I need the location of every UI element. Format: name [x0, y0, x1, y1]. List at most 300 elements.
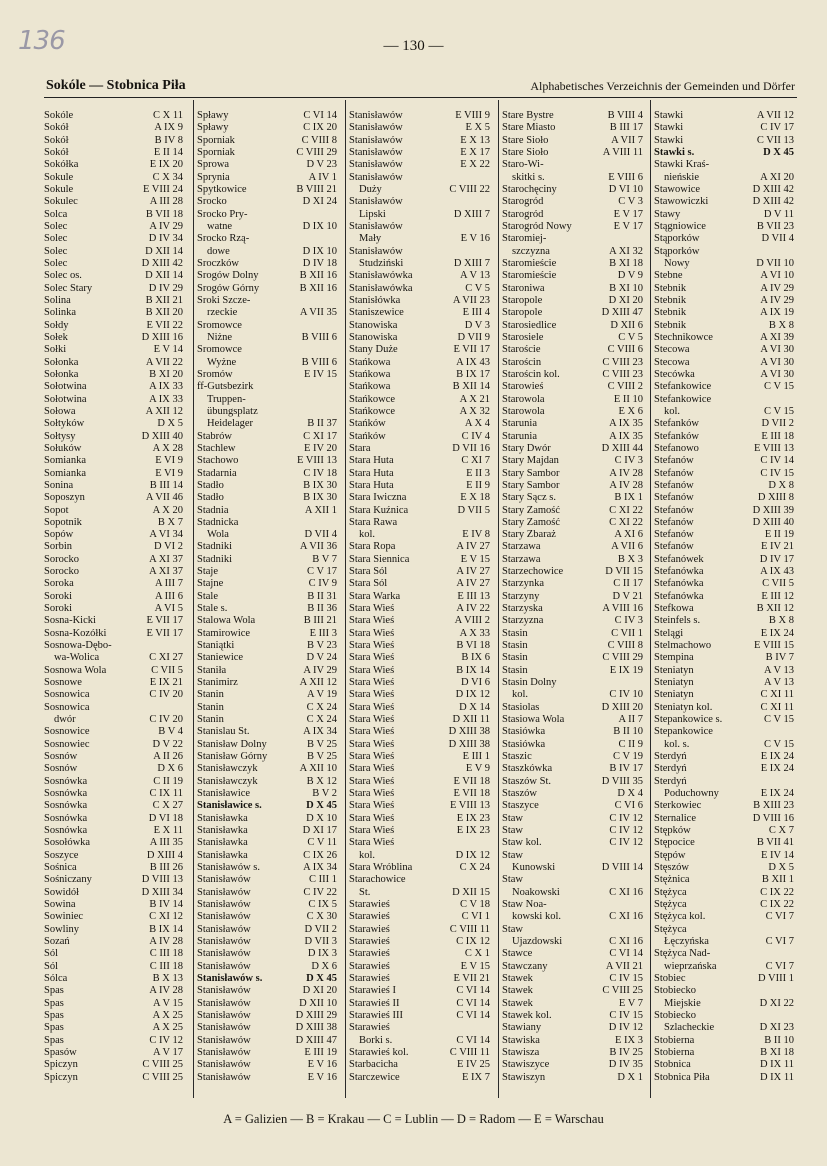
index-entry	[44, 973, 185, 985]
index-entry	[654, 566, 796, 578]
map-reference: B X 12	[306, 775, 337, 787]
handwritten-page-note: 136	[18, 26, 65, 56]
place-name: Sterkowiec	[654, 800, 702, 812]
header-rule	[44, 97, 797, 98]
index-entry	[654, 431, 796, 443]
place-name: Starunia	[502, 430, 537, 442]
place-name: Stara Wieś	[349, 788, 395, 800]
map-reference: C XI 11	[760, 701, 794, 713]
place-name: Stężyca Nad-	[654, 948, 711, 960]
map-reference: D XIII 42	[752, 183, 794, 195]
place-name: Sokół	[44, 122, 69, 134]
place-name: Stanin	[197, 714, 224, 726]
index-entry	[502, 233, 645, 245]
place-name: Soroki	[44, 590, 73, 602]
map-reference: A II 7	[618, 714, 643, 726]
place-name: Stanin	[197, 689, 224, 701]
map-reference: C IV 12	[609, 837, 643, 849]
place-name: Stawek	[502, 985, 533, 997]
map-reference: D X 45	[306, 972, 337, 984]
map-reference	[337, 381, 339, 393]
index-entry	[44, 985, 185, 997]
index-column-5	[654, 110, 796, 1100]
index-entry	[197, 813, 339, 825]
index-entry	[349, 998, 492, 1010]
map-reference: B XI 10	[609, 282, 643, 294]
index-entry	[502, 751, 645, 763]
index-entry	[197, 837, 339, 849]
map-reference: C XI 16	[609, 886, 643, 898]
place-name: Stanin	[197, 701, 224, 713]
map-reference: D XIII 34	[141, 886, 183, 898]
index-entry	[349, 603, 492, 615]
index-entry	[654, 270, 796, 282]
place-name: Spas	[44, 997, 64, 1009]
map-reference: D XIII 8	[757, 492, 794, 504]
map-reference: E VIII 15	[753, 640, 794, 652]
map-reference: B X 8	[768, 615, 794, 627]
map-reference: D V 24	[306, 652, 337, 664]
index-entry	[349, 455, 492, 467]
index-entry	[44, 196, 185, 208]
place-name: Stanisławka	[197, 837, 248, 849]
index-entry	[197, 110, 339, 122]
map-reference	[794, 726, 796, 738]
index-entry	[197, 554, 339, 566]
place-name: kol.	[359, 529, 376, 541]
place-name: Staniszewice	[349, 307, 404, 319]
map-reference: C X 1	[464, 948, 490, 960]
index-entry	[502, 246, 645, 258]
place-name: Stecowa	[654, 344, 690, 356]
index-entry	[349, 209, 492, 221]
index-entry	[654, 541, 796, 553]
index-entry	[349, 640, 492, 652]
index-entry	[349, 702, 492, 714]
place-name: Stara Wieś	[349, 627, 395, 639]
index-entry	[654, 517, 796, 529]
place-name: Niżne	[207, 331, 233, 343]
index-entry	[197, 1072, 339, 1084]
map-reference: D XIII 7	[453, 208, 490, 220]
place-name: Stężnica	[654, 874, 690, 886]
map-reference: A X 33	[459, 627, 490, 639]
place-name: Stanisławów	[197, 960, 251, 972]
index-entry	[654, 505, 796, 517]
place-name: St.	[359, 886, 371, 898]
index-entry	[654, 443, 796, 455]
index-entry	[502, 381, 645, 393]
index-entry	[502, 418, 645, 430]
index-entry	[502, 862, 645, 874]
map-reference: D IV 34	[148, 233, 183, 245]
place-name: Staje	[197, 566, 218, 578]
place-name: Starawieś I	[349, 985, 396, 997]
place-name: Stasiowa Wola	[502, 714, 565, 726]
map-reference: E V 16	[307, 1071, 337, 1083]
map-reference	[794, 985, 796, 997]
map-reference: C V 11	[307, 837, 337, 849]
map-reference: C V 5	[465, 282, 490, 294]
map-reference: B X 13	[152, 972, 183, 984]
index-entry	[502, 578, 645, 590]
place-name: Staw kol.	[502, 837, 542, 849]
place-name: Staw	[502, 812, 523, 824]
map-reference: D X 45	[763, 146, 794, 158]
place-name: Solina	[44, 294, 71, 306]
map-reference: D X 6	[311, 960, 337, 972]
place-name: Stary Zbaraż	[502, 529, 556, 541]
index-entry	[349, 788, 492, 800]
index-entry	[44, 628, 185, 640]
index-entry	[349, 431, 492, 443]
map-reference: A IV 29	[303, 664, 337, 676]
place-name: Stefanów	[654, 455, 694, 467]
place-name: Stanisławka	[197, 812, 248, 824]
index-entry	[349, 196, 492, 208]
place-name: Sól	[44, 960, 59, 972]
place-name: Sokulec	[44, 196, 78, 208]
place-name: Starzyzna	[502, 615, 544, 627]
place-name: Sroczków	[197, 257, 239, 269]
index-entry	[654, 233, 796, 245]
map-reference: A VI 10	[760, 270, 794, 282]
index-entry	[197, 1035, 339, 1047]
place-name: rzeckie	[207, 307, 238, 319]
index-entry	[349, 270, 492, 282]
map-reference: C IV 12	[149, 1034, 183, 1046]
place-name: Stebnik	[654, 282, 687, 294]
index-entry	[654, 295, 796, 307]
index-entry	[349, 874, 492, 886]
index-entry	[502, 270, 645, 282]
index-entry	[44, 677, 185, 689]
map-reference: B VIII 6	[301, 331, 337, 343]
map-reference	[183, 702, 185, 714]
map-reference: A VII 12	[756, 110, 794, 121]
map-reference: B V 23	[307, 640, 337, 652]
map-reference: B XI 20	[149, 368, 183, 380]
index-entry	[197, 1059, 339, 1071]
place-name: Ujazdowski	[512, 935, 563, 947]
place-name: Stara Wieś	[349, 812, 395, 824]
index-entry	[44, 431, 185, 443]
place-name: Sopotnik	[44, 516, 82, 528]
index-entry	[654, 800, 796, 812]
place-name: Stawce	[502, 948, 533, 960]
index-entry	[44, 122, 185, 134]
index-entry	[349, 480, 492, 492]
index-entry	[349, 418, 492, 430]
map-reference: A XII 10	[299, 763, 337, 775]
map-reference: C VI 14	[609, 948, 643, 960]
place-name: Staw Noa-	[502, 899, 547, 910]
place-name: Starzyska	[502, 603, 543, 615]
place-name: Stanisławów	[197, 997, 251, 1009]
index-entry	[654, 911, 796, 923]
place-name: Stanisławów	[197, 1059, 251, 1071]
index-entry	[654, 209, 796, 221]
index-entry	[44, 480, 185, 492]
map-reference: B VII 18	[145, 208, 183, 220]
place-name: Stadło	[197, 479, 224, 491]
map-reference: D VII 3	[304, 935, 337, 947]
map-reference: E IX 24	[760, 788, 794, 800]
place-name: Staniła	[197, 664, 227, 676]
map-reference	[490, 221, 492, 233]
place-name: Starawieś	[349, 911, 390, 923]
place-name: Starbacicha	[349, 1059, 398, 1071]
index-entry	[44, 887, 185, 899]
map-reference: D XIII 47	[295, 1034, 337, 1046]
map-reference: D VI 10	[608, 183, 643, 195]
index-entry	[349, 763, 492, 775]
index-entry	[44, 505, 185, 517]
index-entry	[502, 295, 645, 307]
map-reference: C VI 1	[461, 911, 490, 923]
index-column-3	[349, 110, 492, 1100]
index-entry	[502, 603, 645, 615]
place-name: Stara Wieś	[349, 640, 395, 652]
index-entry	[654, 418, 796, 430]
map-reference: E V 16	[460, 233, 490, 245]
place-name: Solec	[44, 245, 68, 257]
map-reference: C XI 12	[149, 911, 183, 923]
map-reference: C IV 14	[760, 455, 794, 467]
index-entry	[502, 1022, 645, 1034]
index-entry	[349, 652, 492, 664]
map-reference: E IX 7	[462, 1071, 490, 1083]
index-entry	[654, 258, 796, 270]
index-entry	[44, 739, 185, 751]
index-entry	[349, 554, 492, 566]
index-entry	[197, 270, 339, 282]
place-name: Stańkowce	[349, 405, 396, 417]
map-reference: A IX 19	[760, 307, 794, 319]
map-reference	[794, 948, 796, 960]
map-reference: E X 11	[153, 825, 183, 837]
map-reference: D VII 4	[761, 233, 794, 245]
place-name: Solca	[44, 208, 68, 220]
index-entry	[197, 985, 339, 997]
index-entry	[197, 887, 339, 899]
place-name: Somianka	[44, 455, 86, 467]
index-entry	[502, 837, 645, 849]
place-name: Stanisławka	[197, 825, 248, 837]
index-entry	[502, 714, 645, 726]
map-reference: D XIII 39	[752, 504, 794, 516]
map-reference: E X 18	[460, 492, 490, 504]
place-name: Stanowiska	[349, 331, 398, 343]
place-name: Kunowski	[512, 862, 556, 874]
place-name: Stebne	[654, 270, 683, 282]
map-reference: A III 35	[149, 837, 183, 849]
index-entry	[502, 973, 645, 985]
place-name: Stefanów	[654, 492, 694, 504]
index-entry	[349, 948, 492, 960]
map-reference: C X 34	[152, 171, 183, 183]
place-name: Starowola	[502, 405, 545, 417]
map-reference: D IX 11	[759, 1059, 794, 1071]
index-entry	[654, 332, 796, 344]
map-reference	[490, 874, 492, 886]
place-name: Studziński	[359, 257, 404, 269]
place-name: Sosnówka	[44, 812, 88, 824]
place-name: Stadło	[197, 492, 224, 504]
map-reference: B V 4	[158, 726, 183, 738]
map-reference: E IX 21	[149, 677, 183, 689]
map-reference: C VII 5	[762, 578, 794, 590]
index-entry	[197, 566, 339, 578]
index-entry	[654, 862, 796, 874]
map-reference: B V 2	[312, 788, 337, 800]
place-name: Stecówka	[654, 368, 695, 380]
map-reference: E VII 17	[146, 615, 183, 627]
place-name: Stare Miasto	[502, 122, 556, 134]
place-name: Stanisławów	[197, 886, 251, 898]
place-name: Stasin	[502, 664, 528, 676]
index-entry	[197, 628, 339, 640]
place-name: Wyżne	[207, 356, 237, 368]
place-name: Staszów St.	[502, 775, 552, 787]
index-entry	[197, 480, 339, 492]
index-entry	[654, 874, 796, 886]
map-reference: D X 10	[306, 812, 337, 824]
map-reference: C II 17	[613, 578, 643, 590]
map-reference: A IV 1	[308, 171, 337, 183]
index-entry	[197, 689, 339, 701]
place-name: Miejskie	[664, 997, 701, 1009]
index-entry	[349, 813, 492, 825]
index-entry	[502, 874, 645, 886]
place-name: Stara Wieś	[349, 664, 395, 676]
index-entry	[197, 924, 339, 936]
map-reference: D X 5	[768, 862, 794, 874]
place-name: Stara Huta	[349, 455, 394, 467]
map-reference: A IX 35	[609, 418, 643, 430]
place-name: Stare Sioło	[502, 134, 549, 146]
index-entry	[502, 468, 645, 480]
map-reference: C VIII 11	[449, 1046, 490, 1058]
map-reference: A XII 1	[304, 504, 337, 516]
place-name: Steniatyn	[654, 664, 694, 676]
index-entry	[502, 948, 645, 960]
map-reference: D IV 12	[608, 1022, 643, 1034]
index-entry	[349, 233, 492, 245]
map-reference: A IX 9	[154, 122, 183, 134]
place-name: Staromieście	[502, 270, 557, 282]
map-reference: A IV 27	[456, 541, 490, 553]
place-name: Stanisławczyk	[197, 763, 258, 775]
index-entry	[197, 825, 339, 837]
place-name: Stanisławów	[349, 220, 403, 232]
place-name: Solec	[44, 257, 68, 269]
place-name: Stawiszyce	[502, 1059, 550, 1071]
place-name: Duży	[359, 183, 382, 195]
index-entry	[349, 172, 492, 184]
index-entry	[502, 159, 645, 171]
index-entry	[44, 1035, 185, 1047]
place-name: Sosnowe	[44, 677, 82, 689]
place-name: Sosnów	[44, 763, 78, 775]
index-entry	[654, 394, 796, 406]
place-name: Mały	[359, 233, 382, 245]
place-name: Stanisław Górny	[197, 751, 268, 763]
map-reference: A X 20	[152, 504, 183, 516]
index-entry	[197, 652, 339, 664]
map-reference: E II 3	[466, 467, 490, 479]
index-entry	[349, 1059, 492, 1071]
map-reference: C VIII 2	[607, 381, 643, 393]
index-entry	[654, 468, 796, 480]
index-entry	[502, 320, 645, 332]
index-entry	[197, 862, 339, 874]
index-entry	[502, 788, 645, 800]
place-name: Stanisławice s.	[197, 800, 262, 812]
place-name: Starzyny	[502, 590, 540, 602]
index-entry	[654, 320, 796, 332]
place-name: Sosnówka	[44, 825, 88, 837]
map-reference: D XII 6	[610, 319, 643, 331]
index-entry	[197, 431, 339, 443]
index-entry	[502, 394, 645, 406]
map-reference: D IX 10	[302, 245, 337, 257]
index-entry	[654, 615, 796, 627]
index-entry	[349, 578, 492, 590]
map-reference: A V 15	[153, 997, 183, 1009]
index-entry	[349, 443, 492, 455]
place-name: Stale	[197, 590, 218, 602]
place-name: skitki s.	[512, 171, 545, 183]
index-entry	[197, 492, 339, 504]
place-name: Borki s.	[359, 1034, 393, 1046]
index-entry	[654, 739, 796, 751]
map-reference: E II 19	[764, 529, 794, 541]
map-reference: A III 6	[155, 590, 183, 602]
index-entry	[349, 1072, 492, 1084]
map-reference: E III 13	[457, 590, 490, 602]
place-name: Stanisławów	[349, 146, 403, 158]
index-entry	[197, 307, 339, 319]
index-entry	[197, 344, 339, 356]
map-reference: D XI 17	[302, 825, 337, 837]
index-entry	[44, 1022, 185, 1034]
index-entry	[349, 850, 492, 862]
index-entry	[197, 505, 339, 517]
place-name: Soroki	[44, 603, 73, 615]
index-entry	[197, 221, 339, 233]
index-entry	[197, 246, 339, 258]
map-reference	[794, 924, 796, 936]
place-name: Sołowa	[44, 405, 76, 417]
index-entry	[654, 825, 796, 837]
map-reference: E V 14	[153, 344, 183, 356]
map-reference: C VIII 29	[296, 146, 337, 158]
place-name: Starawieś	[349, 972, 390, 984]
map-reference: C VIII 8	[301, 134, 337, 146]
map-reference: E IV 8	[462, 529, 490, 541]
map-reference	[643, 899, 645, 911]
map-reference: E VII 18	[453, 775, 490, 787]
index-entry	[44, 554, 185, 566]
index-entry	[654, 813, 796, 825]
index-entry	[654, 751, 796, 763]
map-reference: E VI 9	[155, 455, 183, 467]
map-reference	[337, 233, 339, 245]
index-entry	[502, 209, 645, 221]
index-entry	[502, 344, 645, 356]
place-name: Stanisławów	[349, 196, 403, 208]
